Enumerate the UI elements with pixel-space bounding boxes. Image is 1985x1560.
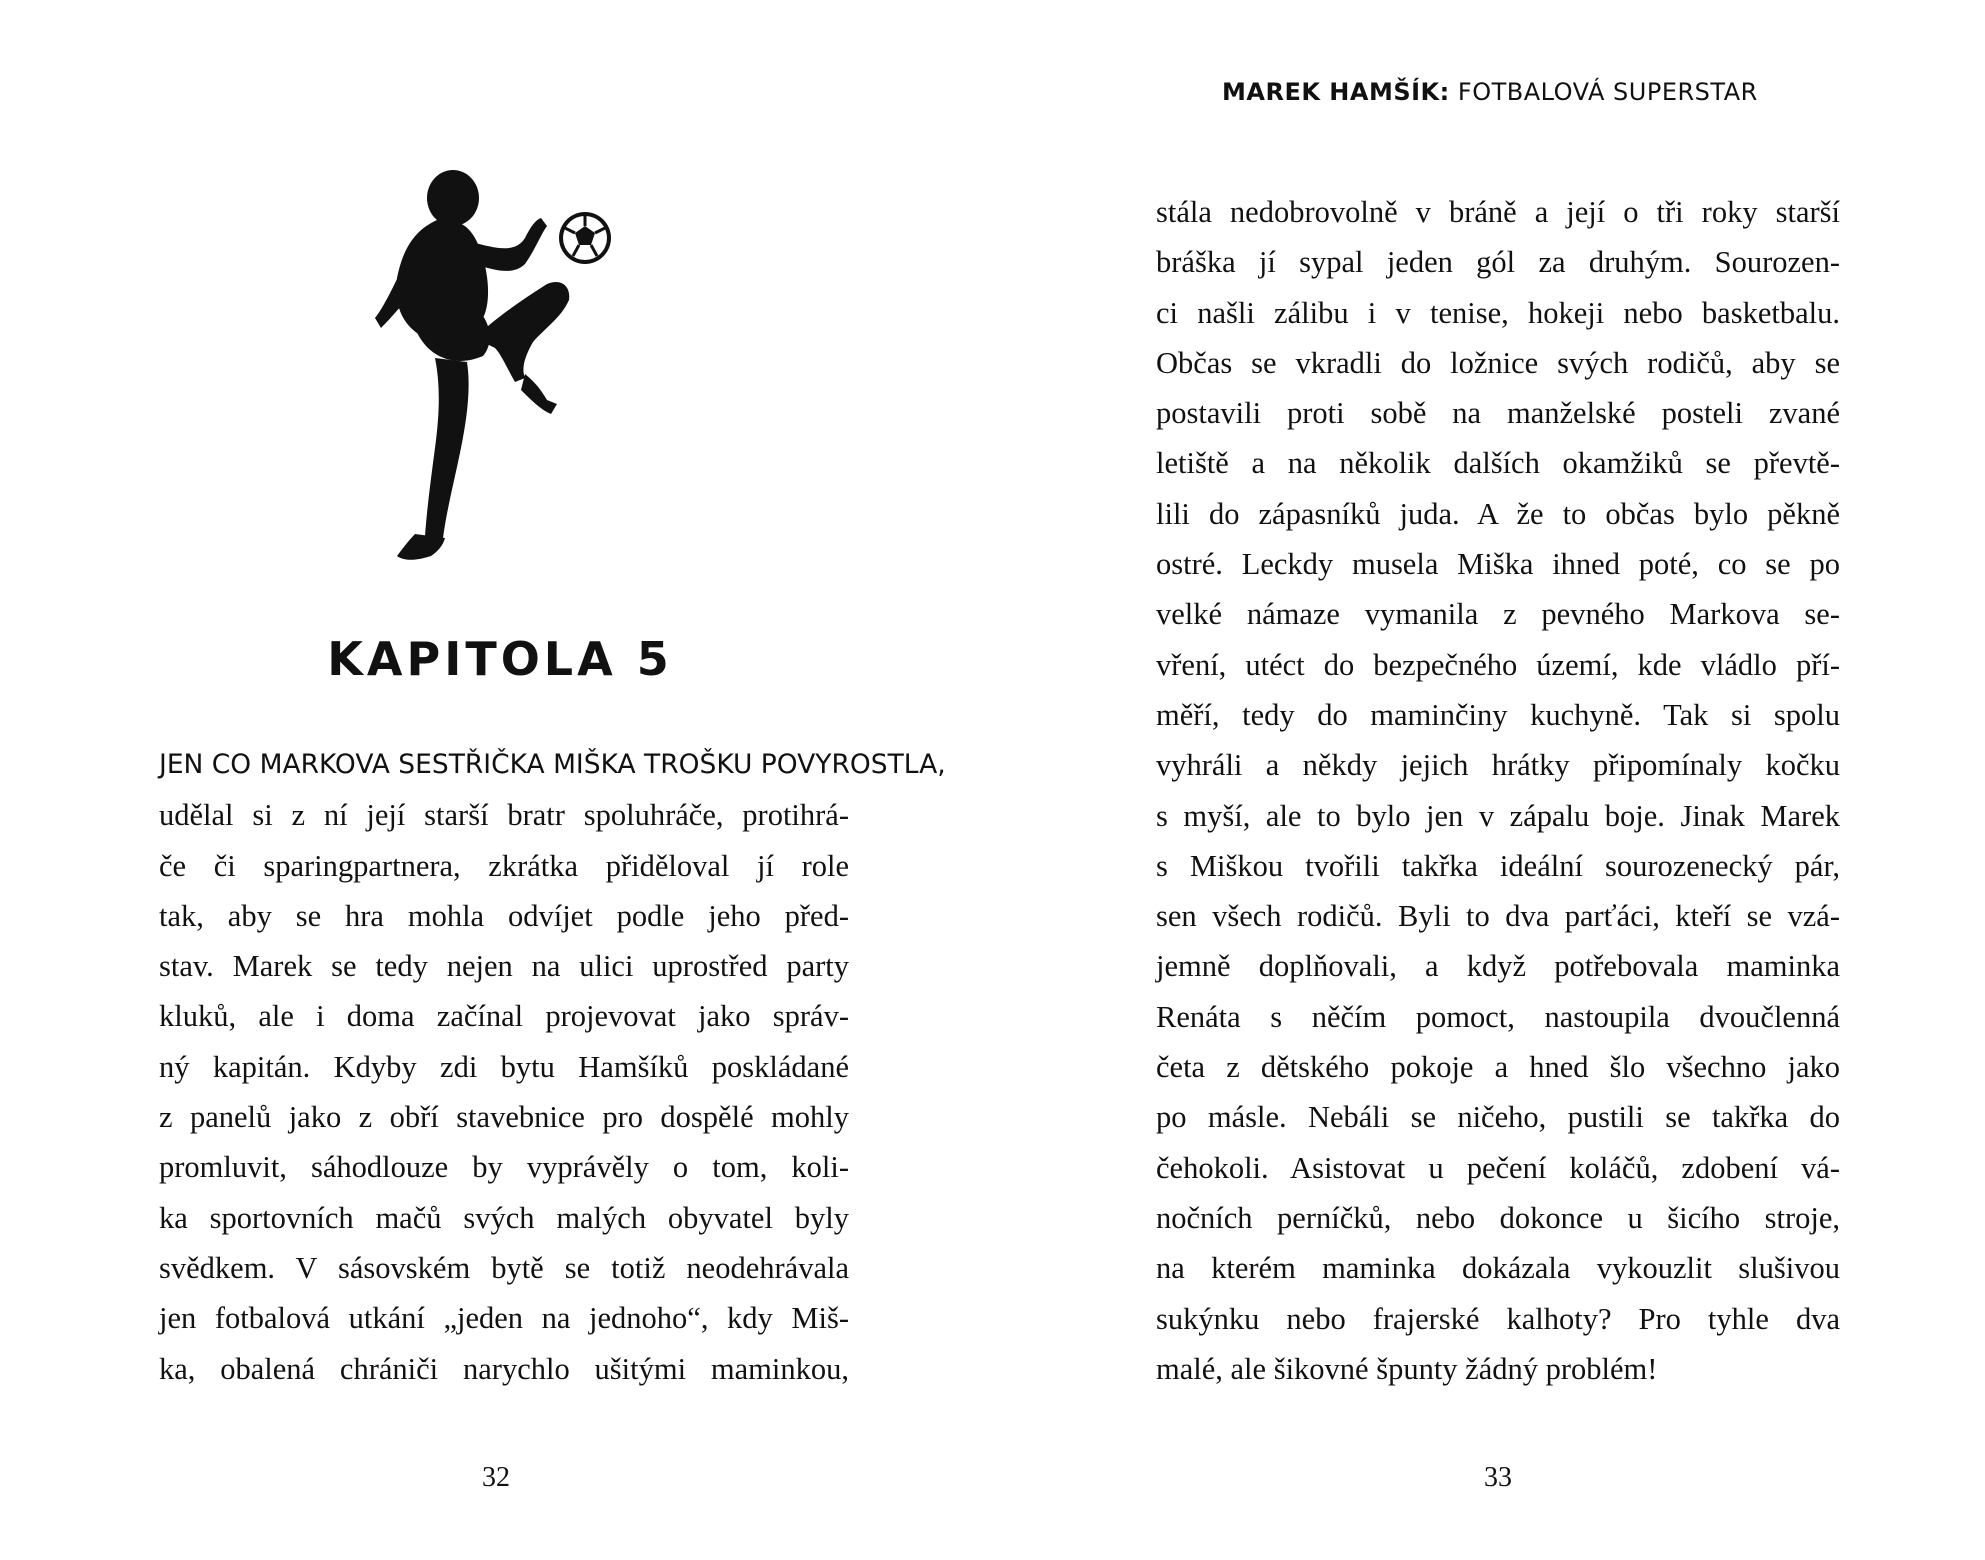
- text-line: vyhráli a někdy jejich hrátky připomínaly kočku: [1156, 748, 1840, 783]
- text-line: sukýnku nebo frajerské kalhoty? Pro tyhle dva: [1156, 1301, 1840, 1336]
- text-line: promluvit, sáhodlouze by vyprávěly o tom, koli-: [159, 1150, 849, 1185]
- page-number-left: 32: [482, 1462, 510, 1493]
- page-number-right: 33: [1484, 1462, 1512, 1493]
- text-line: velké námaze vymanila z pevného Markova se-: [1156, 597, 1840, 632]
- text-line: tak, aby se hra mohla odvíjet podle jeho před-: [159, 898, 849, 933]
- text-line: po másle. Nebáli se ničeho, pustili se takřka do: [1156, 1100, 1840, 1135]
- text-line-last: malé, ale šikovné špunty žádný problém!: [1156, 1351, 1658, 1386]
- text-line: lili do zápasníků juda. A že to občas bylo pěkně: [1156, 496, 1840, 531]
- text-line: jemně doplňovali, a když potřebovala maminka: [1156, 949, 1840, 984]
- text-line: udělal si z ní její starší bratr spoluhráče, protihrá-: [159, 798, 849, 833]
- footballer-silhouette-illustration: [375, 168, 655, 578]
- right-page: [993, 0, 1985, 1560]
- right-body-text: [1156, 187, 1840, 1394]
- text-line: z panelů jako z obří stavebnice pro dospělé mohly: [159, 1100, 849, 1135]
- left-body-text: [159, 740, 946, 1394]
- text-line: měří, tedy do maminčiny kuchyně. Tak si spolu: [1156, 697, 1840, 732]
- text-line: na kterém maminka dokázala vykouzlit slušivou: [1156, 1251, 1840, 1286]
- text-line: ci našli zálibu i v tenise, hokeji nebo basketbalu.: [1156, 295, 1840, 330]
- text-line: ný kapitán. Kdyby zdi bytu Hamšíků poskládané: [159, 1049, 849, 1084]
- text-line: jen fotbalová utkání „jeden na jednoho“, kdy Miš-: [159, 1301, 849, 1336]
- text-line: bráška jí sypal jeden gól za druhým. Sourozen-: [1156, 245, 1840, 280]
- text-line: s myší, ale to bylo jen v zápalu boje. Jinak Marek: [1156, 798, 1840, 833]
- text-line: ka sportovních mačů svých malých obyvatel byly: [159, 1200, 849, 1235]
- text-line: čehokoli. Asistovat u pečení koláčů, zdobení vá-: [1156, 1150, 1840, 1185]
- text-line: sen všech rodičů. Byli to dva parťáci, kteří se vzá-: [1156, 899, 1840, 934]
- text-line: ostré. Leckdy musela Miška ihned poté, co se po: [1156, 547, 1840, 582]
- text-line: stála nedobrovolně v bráně a její o tři roky starší: [1156, 195, 1840, 229]
- chapter-title: KAPITOLA 5: [327, 632, 673, 686]
- running-head-author: MAREK HAMŠÍK:: [1222, 78, 1450, 106]
- text-line: ka, obalená chrániči narychlo ušitými maminkou,: [159, 1351, 849, 1386]
- running-head-title: FOTBALOVÁ SUPERSTAR: [1457, 78, 1758, 106]
- text-line: četa z dětského pokoje a hned šlo všechno jako: [1156, 1050, 1840, 1085]
- text-line: Renáta s něčím pomoct, nastoupila dvoučlenná: [1156, 999, 1840, 1034]
- text-line: stav. Marek se tedy nejen na ulici uprostřed party: [159, 949, 849, 984]
- text-line: vření, utéct do bezpečného území, kde vládlo pří-: [1156, 647, 1840, 682]
- text-line: svědkem. V sásovském bytě se totiž neodehrávala: [159, 1250, 849, 1285]
- running-head: [1222, 78, 1758, 106]
- text-line: Občas se vkradli do ložnice svých rodičů, aby se: [1156, 345, 1840, 380]
- left-page: [0, 0, 992, 1560]
- text-line: postavili proti sobě na manželské posteli zvané: [1156, 396, 1840, 431]
- text-line: kluků, ale i doma začínal projevovat jako správ-: [159, 999, 849, 1034]
- text-line: nočních perníčků, nebo dokonce u šicího stroje,: [1156, 1200, 1840, 1235]
- text-line: letiště a na několik dalších okamžiků se převtě-: [1156, 446, 1840, 481]
- text-line: s Miškou tvořili takřka ideální sourozenecký pár,: [1156, 848, 1840, 883]
- chapter-lead-in: JEN CO MARKOVA SESTŘIČKA MIŠKA TROŠKU POVYROSTLA,: [159, 749, 946, 780]
- text-line: če či sparingpartnera, zkrátka přiděloval jí role: [159, 848, 849, 883]
